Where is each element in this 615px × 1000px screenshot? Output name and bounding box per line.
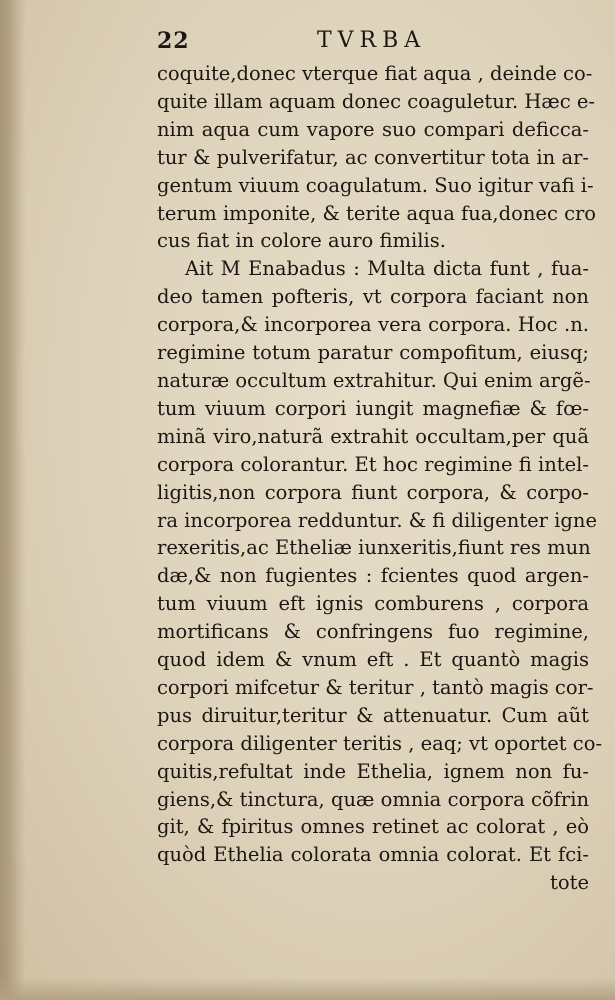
text-line: terum imponite, & terite aqua fua,donec cro bbox=[157, 201, 597, 225]
text-line: corpora,& incorporea vera corpora. Hoc .n. bbox=[157, 313, 589, 337]
text-line: git, & fpiritus omnes retinet ac colorat , eò bbox=[157, 815, 589, 839]
text-line: quod idem & vnum eft . Et quantò magis bbox=[157, 648, 589, 672]
text-line: corpora diligenter teritis , eaq; vt oportet co- bbox=[157, 731, 603, 755]
text-line: corpora colorantur. Et hoc regimine fi intel- bbox=[157, 452, 589, 476]
text-line: quitis,refultat inde Ethelia, ignem non fu- bbox=[157, 759, 589, 783]
text-line: minã viro,naturã extrahit occultam,per quã bbox=[157, 424, 589, 448]
text-line: dæ,& non fugientes : fcientes quod argen- bbox=[157, 564, 589, 588]
page-number: 22 bbox=[157, 28, 190, 54]
text-line: deo tamen pofteris, vt corpora faciant non bbox=[157, 285, 589, 309]
catchword: tote bbox=[550, 871, 589, 895]
text-line: ra incorporea redduntur. & fi diligenter igne bbox=[157, 508, 597, 532]
text-line: quite illam aquam donec coaguletur. Hæc e- bbox=[157, 89, 595, 113]
text-line: Ait M Enabadus : Multa dicta funt , fua- bbox=[185, 257, 589, 281]
text-line: tum viuum corpori iungit magnefiæ & fœ- bbox=[157, 396, 589, 420]
paragraph bbox=[157, 255, 603, 869]
text-line: giens,& tinctura, quæ omnia corpora cõfrin bbox=[157, 787, 589, 811]
text-line: cus fiat in colore auro fimilis. bbox=[157, 229, 446, 253]
text-line: gentum viuum coagulatum. Suo igitur vafi i- bbox=[157, 173, 594, 197]
text-line: regimine totum paratur compofitum, eiusq; bbox=[157, 341, 589, 365]
text-line: coquite,donec vterque fiat aqua , deinde co- bbox=[157, 62, 593, 85]
text-line: ligitis,non corpora fiunt corpora, & corpo- bbox=[157, 480, 589, 504]
text-line: nim aqua cum vapore suo compari deficca- bbox=[157, 117, 589, 141]
text-line: tum viuum eft ignis comburens , corpora bbox=[157, 592, 589, 616]
body-text bbox=[157, 60, 603, 869]
text-line: tur & pulverifatur, ac convertitur tota in ar- bbox=[157, 145, 589, 169]
text-line: naturæ occultum extrahitur. Qui enim argẽ- bbox=[157, 368, 591, 392]
text-line: corpori mifcetur & teritur , tantò magis cor- bbox=[157, 675, 594, 699]
book-page bbox=[157, 28, 603, 897]
paragraph bbox=[157, 60, 597, 255]
text-line: mortificans & confringens fuo regimine, bbox=[157, 620, 589, 644]
running-head bbox=[157, 28, 589, 60]
text-line: pus diruitur,teritur & attenuatur. Cum aũt bbox=[157, 703, 589, 727]
text-line: rexeritis,ac Etheliæ iunxeritis,fiunt res mun bbox=[157, 536, 591, 560]
text-line: quòd Ethelia colorata omnia colorat. Et fci- bbox=[157, 843, 589, 867]
running-title: TVRBA bbox=[317, 28, 427, 53]
